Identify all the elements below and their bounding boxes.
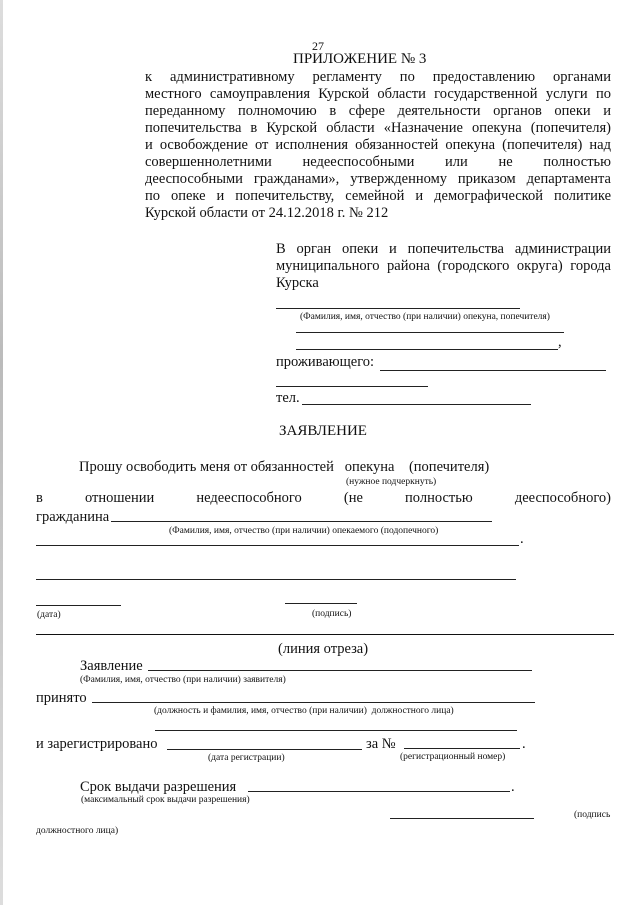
ward-name-line[interactable] xyxy=(111,521,492,522)
signature-line[interactable] xyxy=(285,603,357,604)
request-text: Прошу освободить меня от обязанностей опекуна (попечителя) xyxy=(79,459,490,475)
appendix-text xyxy=(145,69,611,222)
registered-label: и зарегистрировано xyxy=(36,736,158,752)
addressee-block xyxy=(276,241,611,292)
appendix-line: по опеке и попечительству, семейной и демографической политике xyxy=(145,188,611,204)
ward-name-line-3[interactable] xyxy=(36,579,516,580)
citizen-label: гражданина xyxy=(36,509,110,525)
appendix-line: местного самоуправления Курской области государственной услуги по xyxy=(145,86,611,102)
addressee-line: В орган опеки и попечительства администрации xyxy=(276,241,611,257)
statement-title: ЗАЯВЛЕНИЕ xyxy=(279,423,367,439)
receipt-dot: . xyxy=(522,736,526,752)
term-label: Срок выдачи разрешения xyxy=(80,779,237,795)
reg-number-line[interactable] xyxy=(404,748,520,749)
date-caption: (дата) xyxy=(37,610,61,620)
relation-line: в отношении недееспособного (не полностью дееспособного) xyxy=(36,490,611,506)
date-line[interactable] xyxy=(36,605,121,606)
comma: , xyxy=(558,334,562,350)
appendix-line: попечительства в Курской области «Назначение опекуна (попечителя) xyxy=(145,120,611,136)
term-line[interactable] xyxy=(248,791,510,792)
signature-caption: (подпись) xyxy=(312,609,352,619)
underline-hint: (нужное подчеркнуть) xyxy=(346,477,437,487)
guardian-name-line-2[interactable] xyxy=(296,332,564,333)
appendix-line: и освобождение от исполнения обязанностей опекуна (попечителя) над xyxy=(145,137,611,153)
ward-name-line-2[interactable] xyxy=(36,545,519,546)
addressee-line: муниципального района (городского округа) города xyxy=(276,258,611,274)
residing-label: проживающего: xyxy=(276,354,375,370)
number-label: за № xyxy=(366,736,396,752)
scan-edge-shadow xyxy=(0,0,3,905)
official-name-line[interactable] xyxy=(92,702,535,703)
cut-line xyxy=(36,634,614,635)
official-signature-line[interactable] xyxy=(390,818,534,819)
official-signature-caption-end: должностного лица) xyxy=(36,826,119,836)
ward-name-caption: (Фамилия, имя, отчество (при наличии) опекаемого (подопечного) xyxy=(169,526,439,536)
official-name-line-2[interactable] xyxy=(155,730,517,731)
appendix-line: Курской области от 24.12.2018 г. № 212 xyxy=(145,205,389,221)
applicant-name-line[interactable] xyxy=(148,670,532,671)
official-signature-caption-start: (подпись xyxy=(574,810,611,820)
addressee-line: Курска xyxy=(276,275,319,291)
term-caption: (максимальный срок выдачи разрешения) xyxy=(81,795,250,805)
residing-line[interactable] xyxy=(380,370,606,371)
appendix-title: ПРИЛОЖЕНИЕ № 3 xyxy=(293,51,427,67)
guardian-name-caption: (Фамилия, имя, отчество (при наличии) опекуна, попечителя) xyxy=(300,312,550,322)
residing-line-2[interactable] xyxy=(276,386,428,387)
term-dot: . xyxy=(511,779,515,795)
phone-label: тел. xyxy=(276,390,300,406)
reg-date-line[interactable] xyxy=(167,749,362,750)
appendix-line: переданному полномочию в сфере деятельности органов опеки и xyxy=(145,103,611,119)
page-number: 27 xyxy=(312,39,324,53)
official-name-caption: (должность и фамилия, имя, отчество (при наличии) должностного лица) xyxy=(154,706,454,716)
cut-line-label: (линия отреза) xyxy=(278,641,369,657)
phone-line[interactable] xyxy=(302,404,531,405)
appendix-line: дееспособными гражданами», утвержденному приказом департамента xyxy=(145,171,611,187)
receipt-statement-label: Заявление xyxy=(80,658,143,674)
guardian-name-line-3[interactable] xyxy=(296,349,558,350)
guardian-name-line[interactable] xyxy=(276,308,520,309)
applicant-name-caption: (Фамилия, имя, отчество (при наличии) заявителя) xyxy=(80,675,286,685)
reg-date-caption: (дата регистрации) xyxy=(208,753,285,763)
appendix-line: к административному регламенту по предоставлению органами xyxy=(145,69,611,85)
appendix-line: совершеннолетними недееспособными или не полностью xyxy=(145,154,611,170)
reg-number-caption: (регистрационный номер) xyxy=(400,752,506,762)
dot: . xyxy=(520,531,524,547)
accepted-label: принято xyxy=(36,690,87,706)
